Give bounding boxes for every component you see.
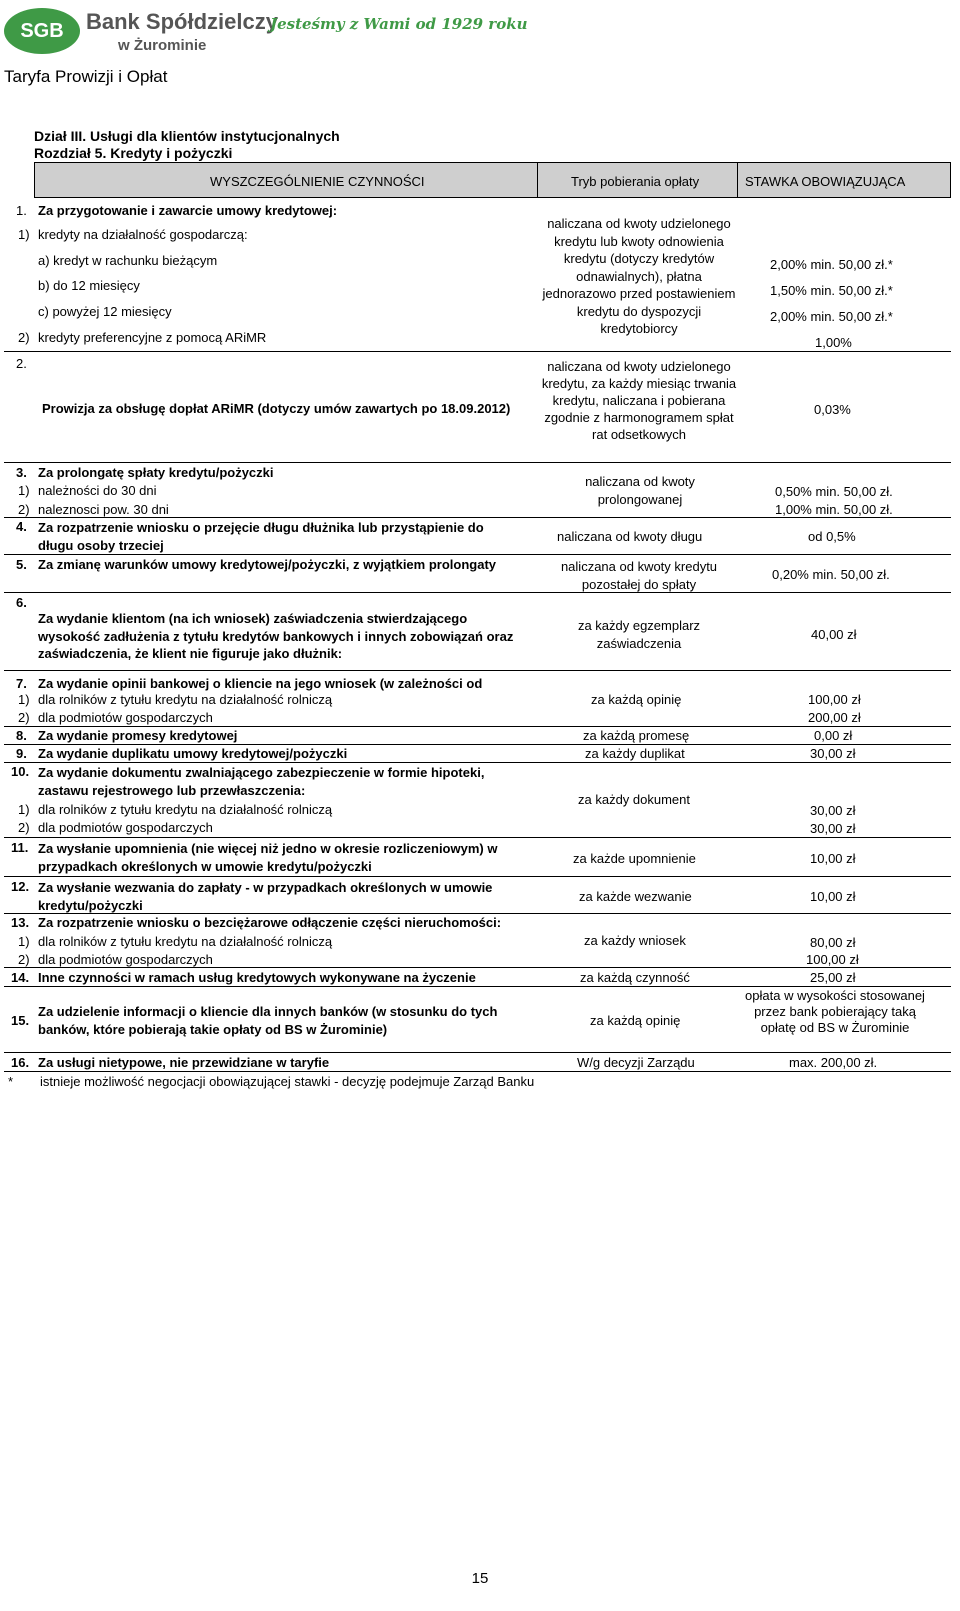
row-title: Za udzielenie informacji o kliencie dla innych banków (w stosunku do tych banków, które pobierają takie opłaty od BS w Żurominie) (38, 1004, 498, 1037)
fee-rate: 200,00 zł (808, 710, 861, 725)
bank-location: w Żurominie (118, 37, 207, 54)
row-title: Za rozpatrzenie wniosku o bezciężarowe odłączenie części nieruchomości: (38, 915, 502, 930)
fee-mode: naliczana od kwoty długu (557, 529, 703, 544)
sub-item: dla podmiotów gospodarczych (38, 952, 213, 967)
sub-item: naleznosci pow. 30 dni (38, 502, 169, 517)
section-title: Dział III. Usługi dla klientów instytucjonalnych (34, 128, 340, 144)
row-number: 5. (16, 557, 27, 572)
column-header-description: WYSZCZEGÓLNIENIE CZYNNOŚCI (210, 174, 425, 189)
sub-item: b) do 12 miesięcy (38, 278, 140, 293)
row-number: 6. (16, 595, 27, 610)
row-number: 16. (11, 1055, 30, 1070)
row-title: Za prolongatę spłaty kredytu/pożyczki (38, 465, 274, 480)
sub-item: dla rolników z tytułu kredytu na działalność rolniczą (38, 802, 333, 817)
sub-number: 2) (18, 820, 30, 835)
row-number: 15. (11, 1013, 30, 1028)
fee-rate: 1,50% min. 50,00 zł.* (770, 283, 893, 298)
row-number: 8. (16, 728, 27, 743)
row-number: 2. (16, 356, 27, 371)
bank-name (86, 10, 278, 58)
sub-item: c) powyżej 12 miesięcy (38, 304, 172, 319)
sub-number: 2) (18, 502, 30, 517)
fee-rate: od 0,5% (808, 529, 856, 544)
fee-rate: 80,00 zł (810, 935, 856, 950)
fee-mode: za każde upomnienie (573, 851, 696, 866)
sub-number: 1) (18, 934, 30, 949)
fee-rate: 2,00% min. 50,00 zł.* (770, 309, 893, 324)
sgb-logo (4, 8, 80, 54)
fee-rate: max. 200,00 zł. (789, 1055, 878, 1070)
fee-mode: naliczana od kwoty kredytu pozostałej do spłaty (560, 559, 718, 592)
fee-mode: za każdy dokument (578, 792, 691, 807)
row-title: Za wysłanie wezwania do zapłaty - w przypadkach określonych w umowie kredytu/pożyczki (38, 880, 493, 913)
fee-mode: naliczana od kwoty prolongowanej (585, 474, 695, 507)
footnote-mark: * (8, 1074, 14, 1089)
footnote-text: istnieje możliwość negocjacji obowiązującej stawki - decyzję podejmuje Zarząd Banku (40, 1074, 535, 1089)
sub-item: dla rolników z tytułu kredytu na działalność rolniczą (38, 934, 333, 949)
fee-mode: za każdy wniosek (584, 933, 686, 948)
row-number: 11. (11, 840, 29, 855)
fee-rate: 100,00 zł (808, 692, 861, 707)
row-number: 12. (11, 879, 30, 894)
fee-rate: 10,00 zł (810, 851, 856, 866)
fee-rate: 2,00% min. 50,00 zł.* (770, 257, 893, 272)
fee-mode: naliczana od kwoty udzielonego kredytu lub kwoty odnowienia kredytu (dotyczy kredytów odnawialnych), płatna jednorazowo przed postawieniem kredytu do dyspozycji kredytobiorcy (542, 216, 736, 336)
sub-item: kredyty na działalność gospodarczą: (38, 227, 248, 242)
row-number: 4. (16, 519, 27, 534)
sub-number: 1) (18, 227, 30, 242)
row-title: Za wydanie opinii bankowej o kliencie na jego wniosek (w zależności od (38, 676, 483, 691)
row-title: Za wysłanie upomnienia (nie więcej niż jedno w okresie rozliczeniowym) w przypadkach określonych w umowie kredytu/pożyczki (38, 841, 498, 874)
fee-rate: 40,00 zł (811, 627, 857, 642)
sub-item: dla rolników z tytułu kredytu na działalność rolniczą (38, 692, 333, 707)
sub-number: 2) (18, 710, 30, 725)
sub-number: 2) (18, 330, 30, 345)
fee-rate: 0,50% min. 50,00 zł. (775, 484, 893, 499)
logo-text: SGB (20, 19, 64, 42)
slogan: Jesteśmy z Wami od 1929 roku (270, 15, 528, 33)
fee-rate: 0,03% (814, 402, 851, 417)
row-number: 9. (16, 746, 27, 761)
chapter-title: Rozdział 5. Kredyty i pożyczki (34, 145, 233, 161)
fee-rate: 10,00 zł (810, 889, 856, 904)
fee-mode: za każdą czynność (580, 970, 690, 985)
row-title: Za przygotowanie i zawarcie umowy kredytowej: (38, 203, 338, 218)
document-title: Taryfa Prowizji i Opłat (4, 67, 168, 86)
sub-number: 1) (18, 483, 30, 498)
fee-rate: 25,00 zł (810, 970, 856, 985)
fee-mode: za każde wezwanie (579, 889, 692, 904)
sub-item: kredyty preferencyjne z pomocą ARiMR (38, 330, 267, 345)
sub-item: dla podmiotów gospodarczych (38, 820, 213, 835)
row-title: Za usługi nietypowe, nie przewidziane w taryfie (38, 1055, 330, 1070)
bank-name-text: Bank Spółdzielczy (86, 9, 278, 34)
row-number: 10. (11, 764, 30, 779)
fee-rate: 30,00 zł (810, 803, 856, 818)
column-header-rate: STAWKA OBOWIĄZUJĄCA (745, 174, 906, 189)
row-number: 13. (11, 915, 30, 930)
fee-rate: 0,00 zł (814, 728, 853, 743)
row-number: 3. (16, 465, 27, 480)
row-number: 7. (16, 676, 27, 691)
row-title: Za wydanie duplikatu umowy kredytowej/pożyczki (38, 746, 348, 761)
sub-item: należności do 30 dni (38, 483, 157, 498)
page-number: 15 (471, 1570, 489, 1587)
sub-item: dla podmiotów gospodarczych (38, 710, 213, 725)
fee-mode: za każdy egzemplarz zaświadczenia (577, 618, 701, 651)
fee-mode: W/g decyzji Zarządu (577, 1055, 695, 1070)
row-title: Za wydanie promesy kredytowej (38, 728, 238, 743)
row-title: Za rozpatrzenie wniosku o przejęcie długu dłużnika lub przystąpienie do długu osoby trzeciej (38, 520, 484, 553)
fee-rate: 100,00 zł (806, 952, 859, 967)
fee-rate: 30,00 zł (810, 746, 856, 761)
fee-rate: opłata w wysokości stosowanej przez bank pobierający taką opłatę od BS w Żurominie (745, 988, 925, 1035)
sub-number: 1) (18, 802, 30, 817)
sub-number: 1) (18, 692, 30, 707)
fee-mode: za każdą promesę (583, 728, 690, 743)
fee-rate: 30,00 zł (810, 821, 856, 836)
sub-number: 2) (18, 952, 30, 967)
section-heading (34, 128, 340, 162)
row-title: Inne czynności w ramach usług kredytowych wykonywane na życzenie (38, 970, 476, 985)
row-title: Za wydanie klientom (na ich wniosek) zaświadczenia stwierdzającego wysokość zadłużenia z tytułu kredytów bankowych i innych zobowiązań oraz zaświadczenia, że klient nie figuruje jako dłużnik: (38, 611, 514, 661)
fee-mode: za każdą opinię (591, 692, 682, 707)
fee-rate: 0,20% min. 50,00 zł. (772, 567, 890, 582)
sub-item: a) kredyt w rachunku bieżącym (38, 253, 218, 268)
row-number: 1. (16, 203, 27, 218)
fee-rate: 1,00% (815, 335, 852, 350)
row-title: Za wydanie dokumentu zwalniającego zabezpieczenie w formie hipoteki, zastawu rejestrowego lub przewłaszczenia: (38, 765, 485, 798)
fee-mode: za każdy duplikat (585, 746, 685, 761)
column-header-mode: Tryb pobierania opłaty (571, 174, 700, 189)
fee-rate: 1,00% min. 50,00 zł. (775, 502, 893, 517)
row-title: Za zmianę warunków umowy kredytowej/pożyczki, z wyjątkiem prolongaty (38, 557, 497, 572)
row-number: 14. (11, 970, 30, 985)
fee-mode: za każdą opinię (590, 1013, 681, 1028)
row-title: Prowizja za obsługę dopłat ARiMR (dotyczy umów zawartych po 18.09.2012) (42, 401, 511, 416)
fee-mode: naliczana od kwoty udzielonego kredytu, za każdy miesiąc trwania kredytu, naliczana i pobierana zgodnie z harmonogramem spłat rat odsetkowych (541, 359, 737, 442)
